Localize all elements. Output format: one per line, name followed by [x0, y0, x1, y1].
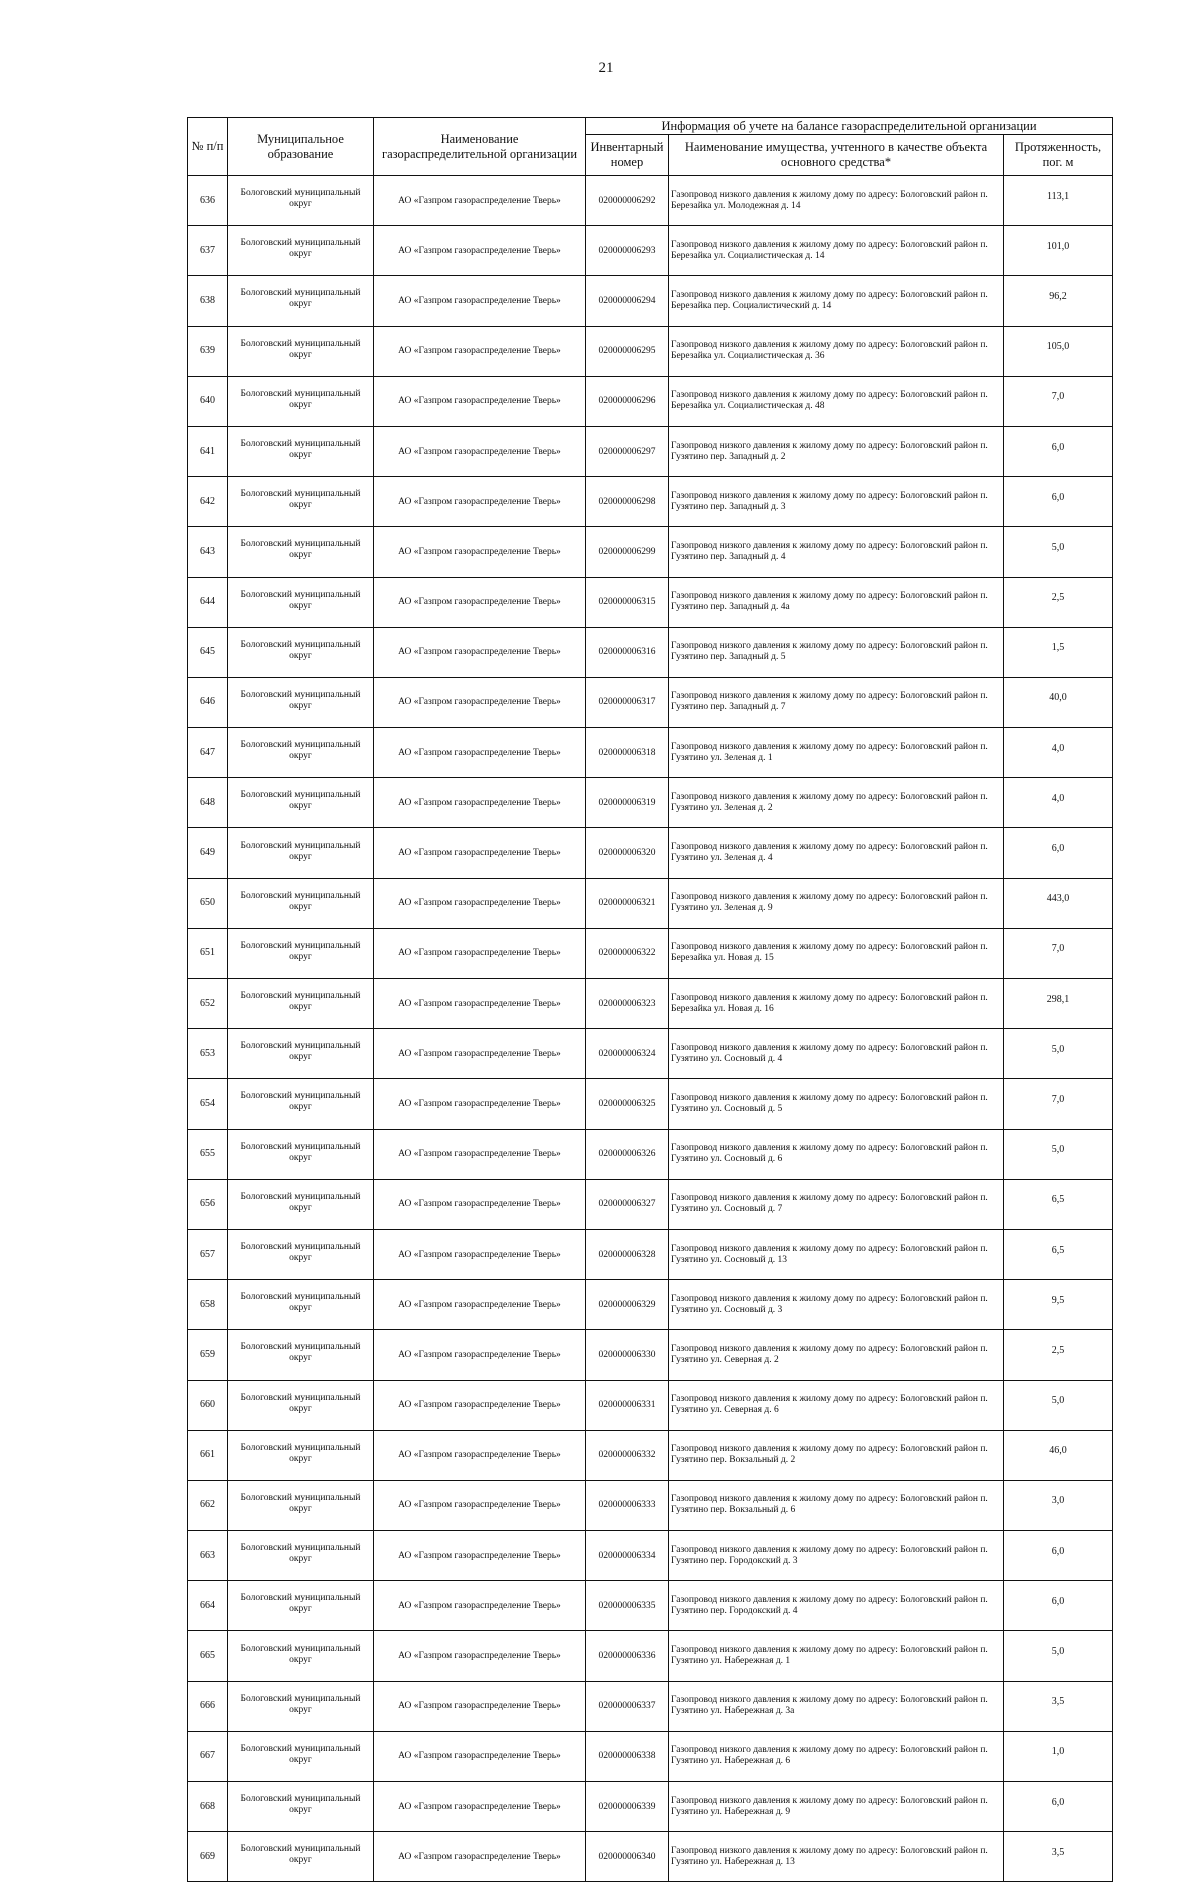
row-object: Газопровод низкого давления к жилому дому по адресу: Бологовский район п. Гузятино ул. Сосновый д. 4 [669, 1029, 1004, 1079]
row-organization: АО «Газпром газораспределение Тверь» [374, 1380, 586, 1430]
row-object: Газопровод низкого давления к жилому дому по адресу: Бологовский район п. Гузятино пер. Вокзальный д. 2 [669, 1430, 1004, 1480]
row-municipality: Бологовский муниципальный округ [228, 1631, 374, 1681]
row-num: 642 [188, 477, 228, 527]
row-object: Газопровод низкого давления к жилому дому по адресу: Бологовский район п. Гузятино пер. Городокский д. 3 [669, 1531, 1004, 1581]
row-municipality: Бологовский муниципальный округ [228, 677, 374, 727]
row-length: 298,1 [1004, 979, 1113, 1029]
row-length: 7,0 [1004, 928, 1113, 978]
row-num: 652 [188, 979, 228, 1029]
row-num: 636 [188, 176, 228, 226]
row-organization: АО «Газпром газораспределение Тверь» [374, 577, 586, 627]
table-row [188, 1681, 1113, 1731]
table-row [188, 226, 1113, 276]
row-num: 647 [188, 728, 228, 778]
row-inventory: 020000006316 [586, 627, 669, 677]
row-object: Газопровод низкого давления к жилому дому по адресу: Бологовский район п. Гузятино ул. Набережная д. 1 [669, 1631, 1004, 1681]
row-num: 646 [188, 677, 228, 727]
row-inventory: 020000006319 [586, 778, 669, 828]
table-row [188, 1782, 1113, 1832]
row-num: 644 [188, 577, 228, 627]
row-length: 1,5 [1004, 627, 1113, 677]
row-inventory: 020000006331 [586, 1380, 669, 1430]
row-organization: АО «Газпром газораспределение Тверь» [374, 928, 586, 978]
row-inventory: 020000006294 [586, 276, 669, 326]
row-municipality: Бологовский муниципальный округ [228, 1380, 374, 1430]
row-organization: АО «Газпром газораспределение Тверь» [374, 426, 586, 476]
row-organization: АО «Газпром газораспределение Тверь» [374, 376, 586, 426]
row-object: Газопровод низкого давления к жилому дому по адресу: Бологовский район п. Гузятино ул. Зеленая д. 4 [669, 828, 1004, 878]
row-object: Газопровод низкого давления к жилому дому по адресу: Бологовский район п. Гузятино ул. Зеленая д. 9 [669, 878, 1004, 928]
row-object: Газопровод низкого давления к жилому дому по адресу: Бологовский район п. Гузятино ул. Северная д. 2 [669, 1330, 1004, 1380]
row-object: Газопровод низкого давления к жилому дому по адресу: Бологовский район п. Березайка ул. Молодежная д. 14 [669, 176, 1004, 226]
row-inventory: 020000006337 [586, 1681, 669, 1731]
row-object: Газопровод низкого давления к жилому дому по адресу: Бологовский район п. Гузятино ул. Набережная д. 6 [669, 1731, 1004, 1781]
table-row [188, 1581, 1113, 1631]
row-municipality: Бологовский муниципальный округ [228, 1079, 374, 1129]
row-municipality: Бологовский муниципальный округ [228, 477, 374, 527]
row-num: 658 [188, 1280, 228, 1330]
row-organization: АО «Газпром газораспределение Тверь» [374, 1330, 586, 1380]
row-length: 113,1 [1004, 176, 1113, 226]
row-object: Газопровод низкого давления к жилому дому по адресу: Бологовский район п. Гузятино ул. Сосновый д. 5 [669, 1079, 1004, 1129]
row-municipality: Бологовский муниципальный округ [228, 176, 374, 226]
row-organization: АО «Газпром газораспределение Тверь» [374, 828, 586, 878]
row-object: Газопровод низкого давления к жилому дому по адресу: Бологовский район п. Гузятино пер. Городокский д. 4 [669, 1581, 1004, 1631]
row-organization: АО «Газпром газораспределение Тверь» [374, 728, 586, 778]
row-organization: АО «Газпром газораспределение Тверь» [374, 979, 586, 1029]
row-inventory: 020000006298 [586, 477, 669, 527]
table-row [188, 276, 1113, 326]
row-organization: АО «Газпром газораспределение Тверь» [374, 276, 586, 326]
row-inventory: 020000006327 [586, 1179, 669, 1229]
row-length: 5,0 [1004, 1631, 1113, 1681]
row-organization: АО «Газпром газораспределение Тверь» [374, 878, 586, 928]
row-num: 641 [188, 426, 228, 476]
table-row [188, 1330, 1113, 1380]
row-inventory: 020000006330 [586, 1330, 669, 1380]
table-row [188, 1079, 1113, 1129]
row-num: 643 [188, 527, 228, 577]
row-length: 6,5 [1004, 1229, 1113, 1279]
row-object: Газопровод низкого давления к жилому дому по адресу: Бологовский район п. Березайка ул. Социалистическая д. 14 [669, 226, 1004, 276]
row-length: 6,0 [1004, 1581, 1113, 1631]
row-length: 40,0 [1004, 677, 1113, 727]
row-organization: АО «Газпром газораспределение Тверь» [374, 1531, 586, 1581]
row-municipality: Бологовский муниципальный округ [228, 226, 374, 276]
row-organization: АО «Газпром газораспределение Тверь» [374, 1079, 586, 1129]
row-length: 5,0 [1004, 1129, 1113, 1179]
row-inventory: 020000006297 [586, 426, 669, 476]
row-num: 660 [188, 1380, 228, 1430]
row-organization: АО «Газпром газораспределение Тверь» [374, 226, 586, 276]
row-length: 5,0 [1004, 1029, 1113, 1079]
row-municipality: Бологовский муниципальный округ [228, 1782, 374, 1832]
table-row [188, 677, 1113, 727]
header-num: № п/п [188, 118, 228, 176]
row-municipality: Бологовский муниципальный округ [228, 878, 374, 928]
header-length: Протяженность, пог. м [1004, 135, 1113, 176]
row-length: 6,0 [1004, 1782, 1113, 1832]
table-header [188, 118, 1113, 176]
row-organization: АО «Газпром газораспределение Тверь» [374, 1782, 586, 1832]
row-inventory: 020000006321 [586, 878, 669, 928]
table-row [188, 1179, 1113, 1229]
row-length: 96,2 [1004, 276, 1113, 326]
row-municipality: Бологовский муниципальный округ [228, 979, 374, 1029]
row-num: 667 [188, 1731, 228, 1781]
row-municipality: Бологовский муниципальный округ [228, 778, 374, 828]
row-inventory: 020000006293 [586, 226, 669, 276]
row-organization: АО «Газпром газораспределение Тверь» [374, 1129, 586, 1179]
table-row [188, 878, 1113, 928]
row-organization: АО «Газпром газораспределение Тверь» [374, 1681, 586, 1731]
table-row [188, 1280, 1113, 1330]
row-num: 664 [188, 1581, 228, 1631]
row-municipality: Бологовский муниципальный округ [228, 577, 374, 627]
row-organization: АО «Газпром газораспределение Тверь» [374, 677, 586, 727]
row-num: 668 [188, 1782, 228, 1832]
row-municipality: Бологовский муниципальный округ [228, 376, 374, 426]
row-municipality: Бологовский муниципальный округ [228, 326, 374, 376]
row-object: Газопровод низкого давления к жилому дому по адресу: Бологовский район п. Березайка ул. Социалистическая д. 36 [669, 326, 1004, 376]
row-municipality: Бологовский муниципальный округ [228, 1129, 374, 1179]
row-length: 9,5 [1004, 1280, 1113, 1330]
table-row [188, 326, 1113, 376]
row-object: Газопровод низкого давления к жилому дому по адресу: Бологовский район п. Гузятино пер. Западный д. 4 [669, 527, 1004, 577]
row-municipality: Бологовский муниципальный округ [228, 1531, 374, 1581]
row-municipality: Бологовский муниципальный округ [228, 1029, 374, 1079]
row-organization: АО «Газпром газораспределение Тверь» [374, 1631, 586, 1681]
table-row [188, 1832, 1113, 1882]
row-object: Газопровод низкого давления к жилому дому по адресу: Бологовский район п. Березайка ул. Новая д. 15 [669, 928, 1004, 978]
row-object: Газопровод низкого давления к жилому дому по адресу: Бологовский район п. Гузятино пер. Западный д. 4а [669, 577, 1004, 627]
row-municipality: Бологовский муниципальный округ [228, 1480, 374, 1530]
row-inventory: 020000006320 [586, 828, 669, 878]
row-num: 638 [188, 276, 228, 326]
row-length: 6,0 [1004, 477, 1113, 527]
row-organization: АО «Газпром газораспределение Тверь» [374, 477, 586, 527]
row-organization: АО «Газпром газораспределение Тверь» [374, 1480, 586, 1530]
row-inventory: 020000006329 [586, 1280, 669, 1330]
row-municipality: Бологовский муниципальный округ [228, 1229, 374, 1279]
property-table [187, 117, 1113, 1882]
table-row [188, 577, 1113, 627]
row-inventory: 020000006326 [586, 1129, 669, 1179]
row-object: Газопровод низкого давления к жилому дому по адресу: Бологовский район п. Гузятино ул. Зеленая д. 1 [669, 728, 1004, 778]
row-num: 666 [188, 1681, 228, 1731]
row-num: 656 [188, 1179, 228, 1229]
row-num: 659 [188, 1330, 228, 1380]
row-inventory: 020000006296 [586, 376, 669, 426]
row-organization: АО «Газпром газораспределение Тверь» [374, 1731, 586, 1781]
row-inventory: 020000006295 [586, 326, 669, 376]
row-municipality: Бологовский муниципальный округ [228, 1581, 374, 1631]
row-length: 443,0 [1004, 878, 1113, 928]
row-organization: АО «Газпром газораспределение Тверь» [374, 1832, 586, 1882]
row-inventory: 020000006322 [586, 928, 669, 978]
row-num: 637 [188, 226, 228, 276]
row-organization: АО «Газпром газораспределение Тверь» [374, 778, 586, 828]
table-row [188, 1029, 1113, 1079]
row-municipality: Бологовский муниципальный округ [228, 1430, 374, 1480]
row-organization: АО «Газпром газораспределение Тверь» [374, 1179, 586, 1229]
row-municipality: Бологовский муниципальный округ [228, 1179, 374, 1229]
page-number: 21 [598, 60, 614, 76]
row-object: Газопровод низкого давления к жилому дому по адресу: Бологовский район п. Гузятино ул. Сосновый д. 3 [669, 1280, 1004, 1330]
row-object: Газопровод низкого давления к жилому дому по адресу: Бологовский район п. Гузятино пер. Западный д. 7 [669, 677, 1004, 727]
table-row [188, 176, 1113, 226]
row-inventory: 020000006317 [586, 677, 669, 727]
row-object: Газопровод низкого давления к жилому дому по адресу: Бологовский район п. Гузятино ул. Набережная д. 9 [669, 1782, 1004, 1832]
row-inventory: 020000006339 [586, 1782, 669, 1832]
row-length: 6,0 [1004, 828, 1113, 878]
row-length: 2,5 [1004, 1330, 1113, 1380]
row-num: 663 [188, 1531, 228, 1581]
row-object: Газопровод низкого давления к жилому дому по адресу: Бологовский район п. Гузятино ул. Сосновый д. 7 [669, 1179, 1004, 1229]
table-row [188, 1480, 1113, 1530]
row-length: 2,5 [1004, 577, 1113, 627]
row-num: 649 [188, 828, 228, 878]
row-municipality: Бологовский муниципальный округ [228, 1330, 374, 1380]
row-inventory: 020000006334 [586, 1531, 669, 1581]
table-row [188, 928, 1113, 978]
row-municipality: Бологовский муниципальный округ [228, 627, 374, 677]
row-organization: АО «Газпром газораспределение Тверь» [374, 326, 586, 376]
row-inventory: 020000006340 [586, 1832, 669, 1882]
row-length: 46,0 [1004, 1430, 1113, 1480]
row-inventory: 020000006315 [586, 577, 669, 627]
row-num: 657 [188, 1229, 228, 1279]
row-num: 640 [188, 376, 228, 426]
row-length: 101,0 [1004, 226, 1113, 276]
row-municipality: Бологовский муниципальный округ [228, 728, 374, 778]
row-length: 5,0 [1004, 1380, 1113, 1430]
row-object: Газопровод низкого давления к жилому дому по адресу: Бологовский район п. Гузятино пер. Вокзальный д. 6 [669, 1480, 1004, 1530]
row-num: 661 [188, 1430, 228, 1480]
row-municipality: Бологовский муниципальный округ [228, 1681, 374, 1731]
row-inventory: 020000006333 [586, 1480, 669, 1530]
row-num: 654 [188, 1079, 228, 1129]
row-inventory: 020000006328 [586, 1229, 669, 1279]
table-row [188, 1129, 1113, 1179]
row-organization: АО «Газпром газораспределение Тверь» [374, 1581, 586, 1631]
table-row [188, 979, 1113, 1029]
table-row [188, 1430, 1113, 1480]
row-num: 665 [188, 1631, 228, 1681]
row-object: Газопровод низкого давления к жилому дому по адресу: Бологовский район п. Гузятино пер. Западный д. 5 [669, 627, 1004, 677]
row-num: 645 [188, 627, 228, 677]
row-inventory: 020000006299 [586, 527, 669, 577]
row-inventory: 020000006292 [586, 176, 669, 226]
row-object: Газопровод низкого давления к жилому дому по адресу: Бологовский район п. Гузятино ул. Набережная д. 3а [669, 1681, 1004, 1731]
table-row [188, 1631, 1113, 1681]
header-object: Наименование имущества, учтенного в качестве объекта основного средства* [669, 135, 1004, 176]
row-object: Газопровод низкого давления к жилому дому по адресу: Бологовский район п. Гузятино ул. Северная д. 6 [669, 1380, 1004, 1430]
table-row [188, 728, 1113, 778]
row-organization: АО «Газпром газораспределение Тверь» [374, 1029, 586, 1079]
row-municipality: Бологовский муниципальный округ [228, 527, 374, 577]
row-organization: АО «Газпром газораспределение Тверь» [374, 1280, 586, 1330]
row-inventory: 020000006318 [586, 728, 669, 778]
row-num: 651 [188, 928, 228, 978]
row-municipality: Бологовский муниципальный округ [228, 1280, 374, 1330]
row-num: 669 [188, 1832, 228, 1882]
row-object: Газопровод низкого давления к жилому дому по адресу: Бологовский район п. Гузятино ул. Набережная д. 13 [669, 1832, 1004, 1882]
row-organization: АО «Газпром газораспределение Тверь» [374, 527, 586, 577]
row-inventory: 020000006323 [586, 979, 669, 1029]
row-municipality: Бологовский муниципальный округ [228, 828, 374, 878]
row-inventory: 020000006338 [586, 1731, 669, 1781]
row-object: Газопровод низкого давления к жилому дому по адресу: Бологовский район п. Гузятино пер. Западный д. 2 [669, 426, 1004, 476]
row-object: Газопровод низкого давления к жилому дому по адресу: Бологовский район п. Гузятино пер. Западный д. 3 [669, 477, 1004, 527]
row-num: 655 [188, 1129, 228, 1179]
row-length: 6,5 [1004, 1179, 1113, 1229]
table-row [188, 828, 1113, 878]
row-object: Газопровод низкого давления к жилому дому по адресу: Бологовский район п. Гузятино ул. Сосновый д. 6 [669, 1129, 1004, 1179]
row-municipality: Бологовский муниципальный округ [228, 1731, 374, 1781]
row-length: 4,0 [1004, 728, 1113, 778]
row-organization: АО «Газпром газораспределение Тверь» [374, 176, 586, 226]
row-object: Газопровод низкого давления к жилому дому по адресу: Бологовский район п. Березайка пер. Социалистический д. 14 [669, 276, 1004, 326]
row-object: Газопровод низкого давления к жилому дому по адресу: Бологовский район п. Березайка ул. Социалистическая д. 48 [669, 376, 1004, 426]
row-object: Газопровод низкого давления к жилому дому по адресу: Бологовский район п. Гузятино ул. Зеленая д. 2 [669, 778, 1004, 828]
row-length: 6,0 [1004, 426, 1113, 476]
row-organization: АО «Газпром газораспределение Тверь» [374, 1229, 586, 1279]
row-num: 662 [188, 1480, 228, 1530]
row-municipality: Бологовский муниципальный округ [228, 426, 374, 476]
row-length: 7,0 [1004, 1079, 1113, 1129]
header-organization: Наименование газораспределительной организации [374, 118, 586, 176]
row-inventory: 020000006325 [586, 1079, 669, 1129]
table-row [188, 778, 1113, 828]
table-row [188, 376, 1113, 426]
row-length: 4,0 [1004, 778, 1113, 828]
row-length: 1,0 [1004, 1731, 1113, 1781]
row-length: 6,0 [1004, 1531, 1113, 1581]
row-municipality: Бологовский муниципальный округ [228, 1832, 374, 1882]
row-length: 7,0 [1004, 376, 1113, 426]
header-inventory: Инвентарный номер [586, 135, 669, 176]
row-inventory: 020000006324 [586, 1029, 669, 1079]
row-object: Газопровод низкого давления к жилому дому по адресу: Бологовский район п. Березайка ул. Новая д. 16 [669, 979, 1004, 1029]
row-inventory: 020000006335 [586, 1581, 669, 1631]
row-length: 3,5 [1004, 1832, 1113, 1882]
row-organization: АО «Газпром газораспределение Тверь» [374, 1430, 586, 1480]
row-inventory: 020000006332 [586, 1430, 669, 1480]
table-row [188, 477, 1113, 527]
row-organization: АО «Газпром газораспределение Тверь» [374, 627, 586, 677]
table-row [188, 1229, 1113, 1279]
row-length: 3,5 [1004, 1681, 1113, 1731]
row-municipality: Бологовский муниципальный округ [228, 928, 374, 978]
header-municipality: Муниципальное образование [228, 118, 374, 176]
table-row [188, 1731, 1113, 1781]
row-object: Газопровод низкого давления к жилому дому по адресу: Бологовский район п. Гузятино ул. Сосновый д. 13 [669, 1229, 1004, 1279]
row-num: 648 [188, 778, 228, 828]
table-row [188, 527, 1113, 577]
row-length: 105,0 [1004, 326, 1113, 376]
row-municipality: Бологовский муниципальный округ [228, 276, 374, 326]
row-length: 5,0 [1004, 527, 1113, 577]
table-row [188, 627, 1113, 677]
table-row [188, 1531, 1113, 1581]
table-row [188, 1380, 1113, 1430]
row-num: 653 [188, 1029, 228, 1079]
header-group: Информация об учете на балансе газораспределительной организации [586, 118, 1113, 135]
row-inventory: 020000006336 [586, 1631, 669, 1681]
row-num: 650 [188, 878, 228, 928]
row-length: 3,0 [1004, 1480, 1113, 1530]
row-num: 639 [188, 326, 228, 376]
table-row [188, 426, 1113, 476]
table-body [188, 176, 1113, 1882]
